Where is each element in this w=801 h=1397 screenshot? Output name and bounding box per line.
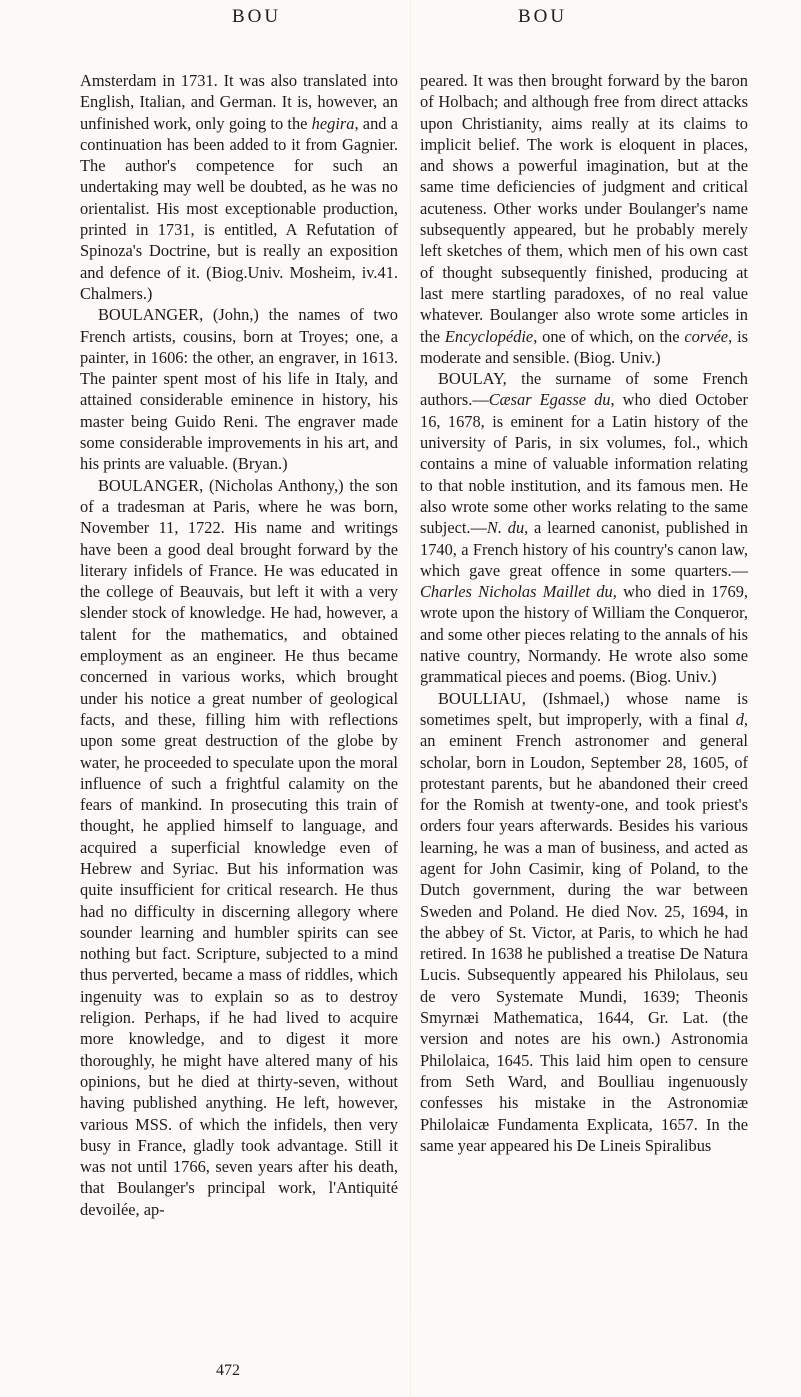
- entry-boulliau: BOULLIAU, (Ishmael,) whose name is sometimes spelt, but improperly, with a final d, an eminent French astronomer and general scholar, born in Loudon, September 28, 1605, of protestant parents, but he abandoned their creed for the Romish at twenty-one, and took priest's orders four years afterwards. Besides his various learning, he was a man of business, and acted as agent for John Casimir, king of Poland, to the Dutch government, during the war between Sweden and Poland. He died Nov. 25, 1694, in the abbey of St. Victor, at Paris, to which he had retired. In 1638 he published a treatise De Natura Lucis. Subsequently appeared his Philolaus, seu de vero Systemate Mundi, 1639; Theonis Smyrnæi Mathematica, 1644, Gr. Lat. (the version and notes are his own.) Astronomia Philolaica, 1645. This laid him open to censure from Seth Ward, and Boulliau ingenuously confesses his mistake in the Astronomiæ Philolaicæ Fundamenta Explicata, 1657. In the same year appeared his De Lineis Spiralibus: [420, 688, 748, 1155]
- right-column: [420, 70, 748, 1156]
- left-column: [80, 70, 398, 1220]
- entry-boulanger-nicholas: BOULANGER, (Nicholas Anthony,) the son of a tradesman at Paris, where he was born, November 11, 1722. His name and writings have been a good deal brought forward by the literary infidels of France. He was educated in the college of Beauvais, but left it with a very slender stock of knowledge. He had, however, a talent for the mathematics, and obtained employment as an engineer. He thus became concerned in various works, which brought under his notice a great number of geological facts, and these, filling him with reflections upon some great destruction of the globe by water, he proceeded to speculate upon the moral influence of such a frightful calamity on the fears of mankind. In prosecuting this train of thought, he applied himself to language, and acquired a superficial knowledge even of Hebrew and Syriac. But his information was quite insufficient for critical research. He thus had no difficulty in discerning allegory where sounder learning and humbler spirits can see nothing but fact. Scripture, subjected to a mind thus perverted, became a mass of riddles, which ingenuity was to explain so as to destroy religion. Perhaps, if he had lived to acquire more knowledge, and to digest it more thoroughly, he might have altered many of his opinions, but he died at thirty-seven, without having published anything. He left, however, various MSS. of which the infidels, then very busy in France, gladly took advantage. Still it was not until 1766, seven years after his death, that Boulanger's principal work, l'Antiquité devoilée, ap-: [80, 475, 398, 1219]
- paragraph-continuation: Amsterdam in 1731. It was also translated into English, Italian, and German. It is, however, an unfinished work, only going to the hegira, and a continuation has been added to it from Gagnier. The author's competence for such an undertaking may well be doubted, as he was no orientalist. His most exceptionable production, printed in 1731, is entitled, A Refutation of Spinoza's Doctrine, but is really an exposition and defence of it. (Biog.Univ. Mosheim, iv.41. Chalmers.): [80, 71, 398, 303]
- running-head-right: BOU: [518, 6, 568, 27]
- paragraph-continuation: peared. It was then brought forward by the baron of Holbach; and although free from direct attacks upon Christianity, aims really at its claims to implicit belief. The work is eloquent in places, and shows a powerful imagination, but at the same time deficiencies of judgment and critical acuteness. Other works under Boulanger's name subsequently appeared, but he probably merely left sketches of them, which men of his own cast of thought subsequently finished, producing at last mere startling paradoxes, of no real value whatever. Boulanger also wrote some articles in the Encyclopédie, one of which, on the corvée, is moderate and sensible. (Biog. Univ.): [420, 71, 748, 367]
- gutter-shadow: [410, 0, 411, 1397]
- running-head-left: BOU: [232, 6, 282, 27]
- page-number: 472: [216, 1362, 240, 1379]
- entry-boulay: BOULAY, the surname of some French authors.—Cæsar Egasse du, who died October 16, 1678, is eminent for a Latin history of the university of Paris, in six volumes, fol., which contains a mine of valuable information relating to that noble institution, and its famous men. He also wrote some other works relating to the same subject.—N. du, a learned canonist, published in 1740, a French history of his country's canon law, which gave great offence in some quarters.—Charles Nicholas Maillet du, who died in 1769, wrote upon the history of William the Conqueror, and some other pieces relating to the annals of his native country, Normandy. He wrote also some grammatical pieces and poems. (Biog. Univ.): [420, 369, 748, 687]
- italic-term: hegira: [311, 113, 355, 133]
- entry-boulanger-john: BOULANGER, (John,) the names of two French artists, cousins, born at Troyes; one, a painter, in 1606: the other, an engraver, in 1613. The painter spent most of his life in Italy, and attained considerable eminence in history, his master being Guido Reni. The engraver made some considerable improvements in his art, and his prints are valuable. (Bryan.): [80, 305, 398, 474]
